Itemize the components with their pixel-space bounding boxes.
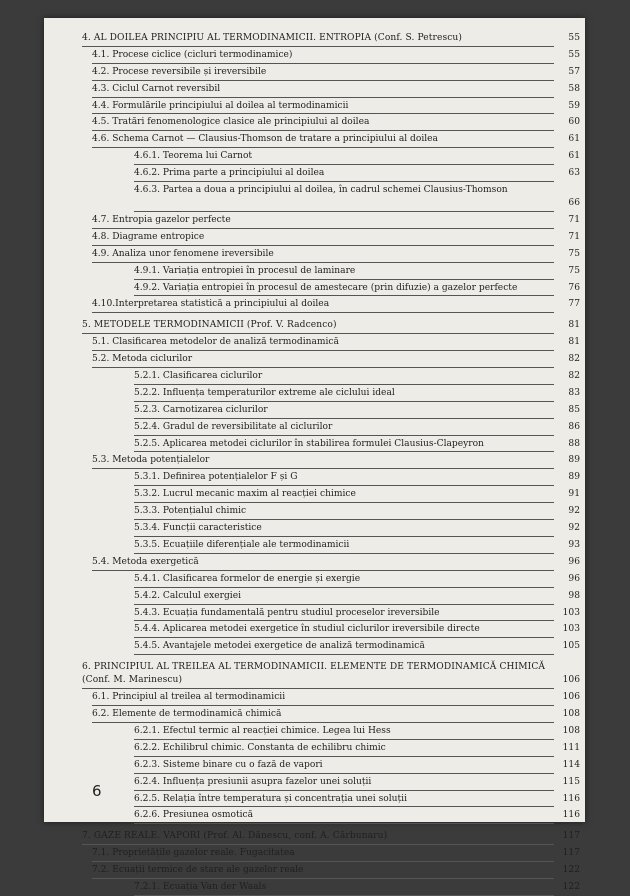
toc-subsection-entry xyxy=(82,605,580,622)
toc-entry-title: 4.6.2. Prima parte a principiului al doilea xyxy=(134,165,554,182)
toc-entry-title: 4.7. Entropia gazelor perfecte xyxy=(92,212,554,229)
toc-entry-page: 81 xyxy=(568,337,580,348)
toc-entry-title: 6.2.6. Presiunea osmotică xyxy=(134,807,554,824)
toc-entry-page: 91 xyxy=(568,489,580,500)
table-of-contents xyxy=(82,30,580,896)
book-page xyxy=(44,18,585,892)
toc-section-entry xyxy=(82,706,580,723)
toc-entry-title: 4.4. Formulările principiului al doilea al termodinamicii xyxy=(92,98,554,115)
toc-entry-page: 71 xyxy=(568,215,580,226)
toc-entry-title: 5.4.2. Calculul exergiei xyxy=(134,588,554,605)
toc-entry-title: 6.2.2. Echilibrul chimic. Constanta de echilibru chimic xyxy=(134,740,554,757)
toc-entry-page: 66 xyxy=(568,198,580,209)
toc-section-entry xyxy=(82,114,580,131)
toc-entry-page: 114 xyxy=(562,759,580,770)
toc-section-entry xyxy=(82,246,580,263)
toc-entry-page: 122 xyxy=(562,881,580,892)
toc-entry-title: 5.3. Metoda potențialelor xyxy=(92,452,554,469)
toc-entry-page: 86 xyxy=(568,421,580,432)
toc-entry-page: 93 xyxy=(568,539,580,550)
toc-entry-title: 4.2. Procese reversibile și ireversibile xyxy=(92,64,554,81)
toc-entry-page: 92 xyxy=(568,523,580,534)
toc-entry-title: 5.2.4. Gradul de reversibilitate al ciclurilor xyxy=(134,419,554,436)
toc-entry-title: 5.1. Clasificarea metodelor de analiză termodinamică xyxy=(92,334,554,351)
toc-subsection-entry xyxy=(82,520,580,537)
toc-entry-title: 7.2.1. Ecuația Van der Waals xyxy=(134,879,554,896)
toc-entry-page: 55 xyxy=(568,49,580,60)
toc-entry-page: 103 xyxy=(562,607,580,618)
toc-subsection-entry xyxy=(82,774,580,791)
toc-subsection-entry xyxy=(82,723,580,740)
toc-section-entry xyxy=(82,862,580,879)
toc-entry-title: 6.2. Elemente de termodinamică chimică xyxy=(92,706,554,723)
toc-entry-page: 108 xyxy=(562,725,580,736)
toc-section-entry xyxy=(82,81,580,98)
toc-entry-title: 5. METODELE TERMODINAMICII (Prof. V. Radcenco) xyxy=(82,317,554,334)
toc-entry-page: 116 xyxy=(562,810,580,821)
toc-entry-page: 75 xyxy=(568,248,580,259)
toc-entry-page: 85 xyxy=(568,404,580,415)
toc-entry-page: 98 xyxy=(568,590,580,601)
toc-entry-page: 89 xyxy=(568,455,580,466)
toc-entry-title: 4.6. Schema Carnot — Clausius-Thomson de tratare a principiului al doilea xyxy=(92,131,554,148)
toc-entry-page: 117 xyxy=(562,831,580,842)
toc-subsection-entry xyxy=(82,280,580,297)
toc-entry-page: 115 xyxy=(562,776,580,787)
toc-entry-page: 88 xyxy=(568,438,580,449)
toc-subsection-entry xyxy=(82,638,580,655)
toc-entry-page: 58 xyxy=(568,83,580,94)
toc-entry-page: 59 xyxy=(568,100,580,111)
toc-entry-title: 6.2.1. Efectul termic al reacției chimice. Legea lui Hess xyxy=(134,723,554,740)
toc-entry-page: 81 xyxy=(568,320,580,331)
toc-subsection-entry xyxy=(82,165,580,182)
toc-subsection-entry xyxy=(82,757,580,774)
toc-subsection-entry xyxy=(82,148,580,165)
toc-subsection-entry xyxy=(82,402,580,419)
toc-entry-title: 6.2.5. Relația între temperatura și concentrația unei soluții xyxy=(134,791,554,808)
toc-entry-page: 61 xyxy=(568,151,580,162)
toc-entry-page: 76 xyxy=(568,282,580,293)
toc-chapter-entry xyxy=(82,317,580,334)
toc-subsection-entry xyxy=(82,807,580,824)
toc-subsection-entry xyxy=(82,537,580,554)
toc-entry-title: 4. AL DOILEA PRINCIPIU AL TERMODINAMICII. ENTROPIA (Conf. S. Petrescu) xyxy=(82,30,554,47)
toc-entry-page: 106 xyxy=(562,692,580,703)
toc-section-entry xyxy=(82,689,580,706)
toc-entry-title: 4.8. Diagrame entropice xyxy=(92,229,554,246)
toc-subsection-entry xyxy=(82,503,580,520)
toc-entry-page: 75 xyxy=(568,265,580,276)
toc-subsection-entry xyxy=(82,368,580,385)
toc-entry-page: 92 xyxy=(568,506,580,517)
toc-entry-title: 5.4.5. Avantajele metodei exergetice de analiză termodinamică xyxy=(134,638,554,655)
toc-entry-title: 5.4.4. Aplicarea metodei exergetice în studiul ciclurilor ireversibile directe xyxy=(134,621,554,638)
toc-entry-title: 5.2.3. Carnotizarea ciclurilor xyxy=(134,402,554,419)
toc-subsection-entry xyxy=(82,385,580,402)
toc-entry-page: 63 xyxy=(568,168,580,179)
toc-entry-title: 4.10.Interpretarea statistică a principiului al doilea xyxy=(92,296,554,313)
toc-entry-page: 122 xyxy=(562,865,580,876)
toc-entry-title: 7. GAZE REALE. VAPORI (Prof. Al. Dănescu, conf. A. Cărbunaru) xyxy=(82,828,554,845)
toc-entry-page: 117 xyxy=(562,848,580,859)
toc-entry-title: 4.5. Tratări fenomenologice clasice ale principiului al doilea xyxy=(92,114,554,131)
toc-entry-title: 4.6.1. Teorema lui Carnot xyxy=(134,148,554,165)
toc-section-entry xyxy=(82,351,580,368)
toc-entry-page: 71 xyxy=(568,231,580,242)
toc-section-entry xyxy=(82,212,580,229)
toc-section-entry xyxy=(82,452,580,469)
toc-subsection-entry xyxy=(82,879,580,896)
toc-entry-page: 57 xyxy=(568,66,580,77)
toc-entry-page: 96 xyxy=(568,556,580,567)
toc-entry-title: 5.4.1. Clasificarea formelor de energie și exergie xyxy=(134,571,554,588)
toc-entry-title: 7.2. Ecuații termice de stare ale gazelor reale xyxy=(92,862,554,879)
toc-entry-page: 89 xyxy=(568,472,580,483)
toc-entry-title: 7.1. Proprietățile gazelor reale. Fugacitatea xyxy=(92,845,554,862)
toc-entry-page: 103 xyxy=(562,624,580,635)
toc-subsection-entry xyxy=(82,486,580,503)
toc-entry-title: 5.4. Metoda exergetică xyxy=(92,554,554,571)
toc-entry-title: 6.1. Principiul al treilea al termodinamicii xyxy=(92,689,554,706)
toc-subsection-entry xyxy=(82,263,580,280)
toc-entry-title: 4.9. Analiza unor fenomene ireversibile xyxy=(92,246,554,263)
toc-section-entry xyxy=(82,131,580,148)
toc-entry-title: 5.2.1. Clasificarea ciclurilor xyxy=(134,368,554,385)
toc-entry-title: 4.6.3. Partea a doua a principiului al doilea, în cadrul schemei Clausius-Thomson xyxy=(134,182,554,212)
toc-section-entry xyxy=(82,296,580,313)
toc-entry-page: 111 xyxy=(562,742,580,753)
toc-section-entry xyxy=(82,554,580,571)
toc-entry-page: 116 xyxy=(562,793,580,804)
toc-chapter-entry xyxy=(82,828,580,845)
toc-entry-page: 83 xyxy=(568,387,580,398)
toc-subsection-entry xyxy=(82,419,580,436)
toc-subsection-entry xyxy=(82,740,580,757)
toc-section-entry xyxy=(82,64,580,81)
toc-subsection-entry xyxy=(82,791,580,808)
toc-entry-title: 5.3.5. Ecuațiile diferențiale ale termodinamicii xyxy=(134,537,554,554)
toc-subsection-entry xyxy=(82,621,580,638)
toc-entry-page: 55 xyxy=(568,33,580,43)
toc-entry-page: 108 xyxy=(562,709,580,720)
toc-section-entry xyxy=(82,845,580,862)
toc-entry-title: 6. PRINCIPIUL AL TREILEA AL TERMODINAMICII. ELEMENTE DE TERMODINAMICĂ CHIMICĂ (Conf. M. Marinescu) xyxy=(82,659,554,689)
toc-entry-title: 4.3. Ciclul Carnot reversibil xyxy=(92,81,554,98)
toc-entry-title: 5.2.2. Influența temperaturilor extreme ale ciclului ideal xyxy=(134,385,554,402)
toc-subsection-entry xyxy=(82,469,580,486)
toc-entry-title: 5.3.2. Lucrul mecanic maxim al reacției chimice xyxy=(134,486,554,503)
toc-entry-title: 6.2.3. Sisteme binare cu o fază de vapori xyxy=(134,757,554,774)
toc-entry-page: 60 xyxy=(568,117,580,128)
toc-entry-title: 5.3.3. Potențialul chimic xyxy=(134,503,554,520)
toc-entry-page: 82 xyxy=(568,354,580,365)
toc-subsection-entry xyxy=(82,436,580,453)
toc-entry-page: 77 xyxy=(568,299,580,310)
toc-subsection-entry xyxy=(82,588,580,605)
toc-section-entry xyxy=(82,47,580,64)
toc-entry-title: 4.1. Procese ciclice (cicluri termodinamice) xyxy=(92,47,554,64)
toc-entry-page: 96 xyxy=(568,573,580,584)
toc-entry-page: 105 xyxy=(562,641,580,652)
toc-entry-title: 5.2. Metoda ciclurilor xyxy=(92,351,554,368)
toc-section-entry xyxy=(82,98,580,115)
toc-subsection-entry xyxy=(82,182,580,212)
toc-chapter-entry xyxy=(82,659,580,689)
toc-subsection-entry xyxy=(82,571,580,588)
toc-section-entry xyxy=(82,229,580,246)
toc-entry-title: 6.2.4. Influența presiunii asupra fazelor unei soluții xyxy=(134,774,554,791)
toc-entry-title: 4.9.1. Variația entropiei în procesul de laminare xyxy=(134,263,554,280)
toc-entry-page: 61 xyxy=(568,134,580,145)
toc-entry-title: 5.3.4. Funcții caracteristice xyxy=(134,520,554,537)
toc-section-entry xyxy=(82,334,580,351)
toc-entry-title: 5.4.3. Ecuația fundamentală pentru studiul proceselor ireversibile xyxy=(134,605,554,622)
toc-entry-title: 4.9.2. Variația entropiei în procesul de amestecare (prin difuzie) a gazelor perfecte xyxy=(134,280,554,297)
toc-entry-title: 5.3.1. Definirea potențialelor F și G xyxy=(134,469,554,486)
toc-entry-page: 106 xyxy=(562,675,580,686)
page-number: 6 xyxy=(92,782,102,800)
toc-entry-title: 5.2.5. Aplicarea metodei ciclurilor în stabilirea formulei Clausius-Clapeyron xyxy=(134,436,554,453)
toc-entry-page: 82 xyxy=(568,371,580,382)
toc-chapter-entry xyxy=(82,30,580,47)
